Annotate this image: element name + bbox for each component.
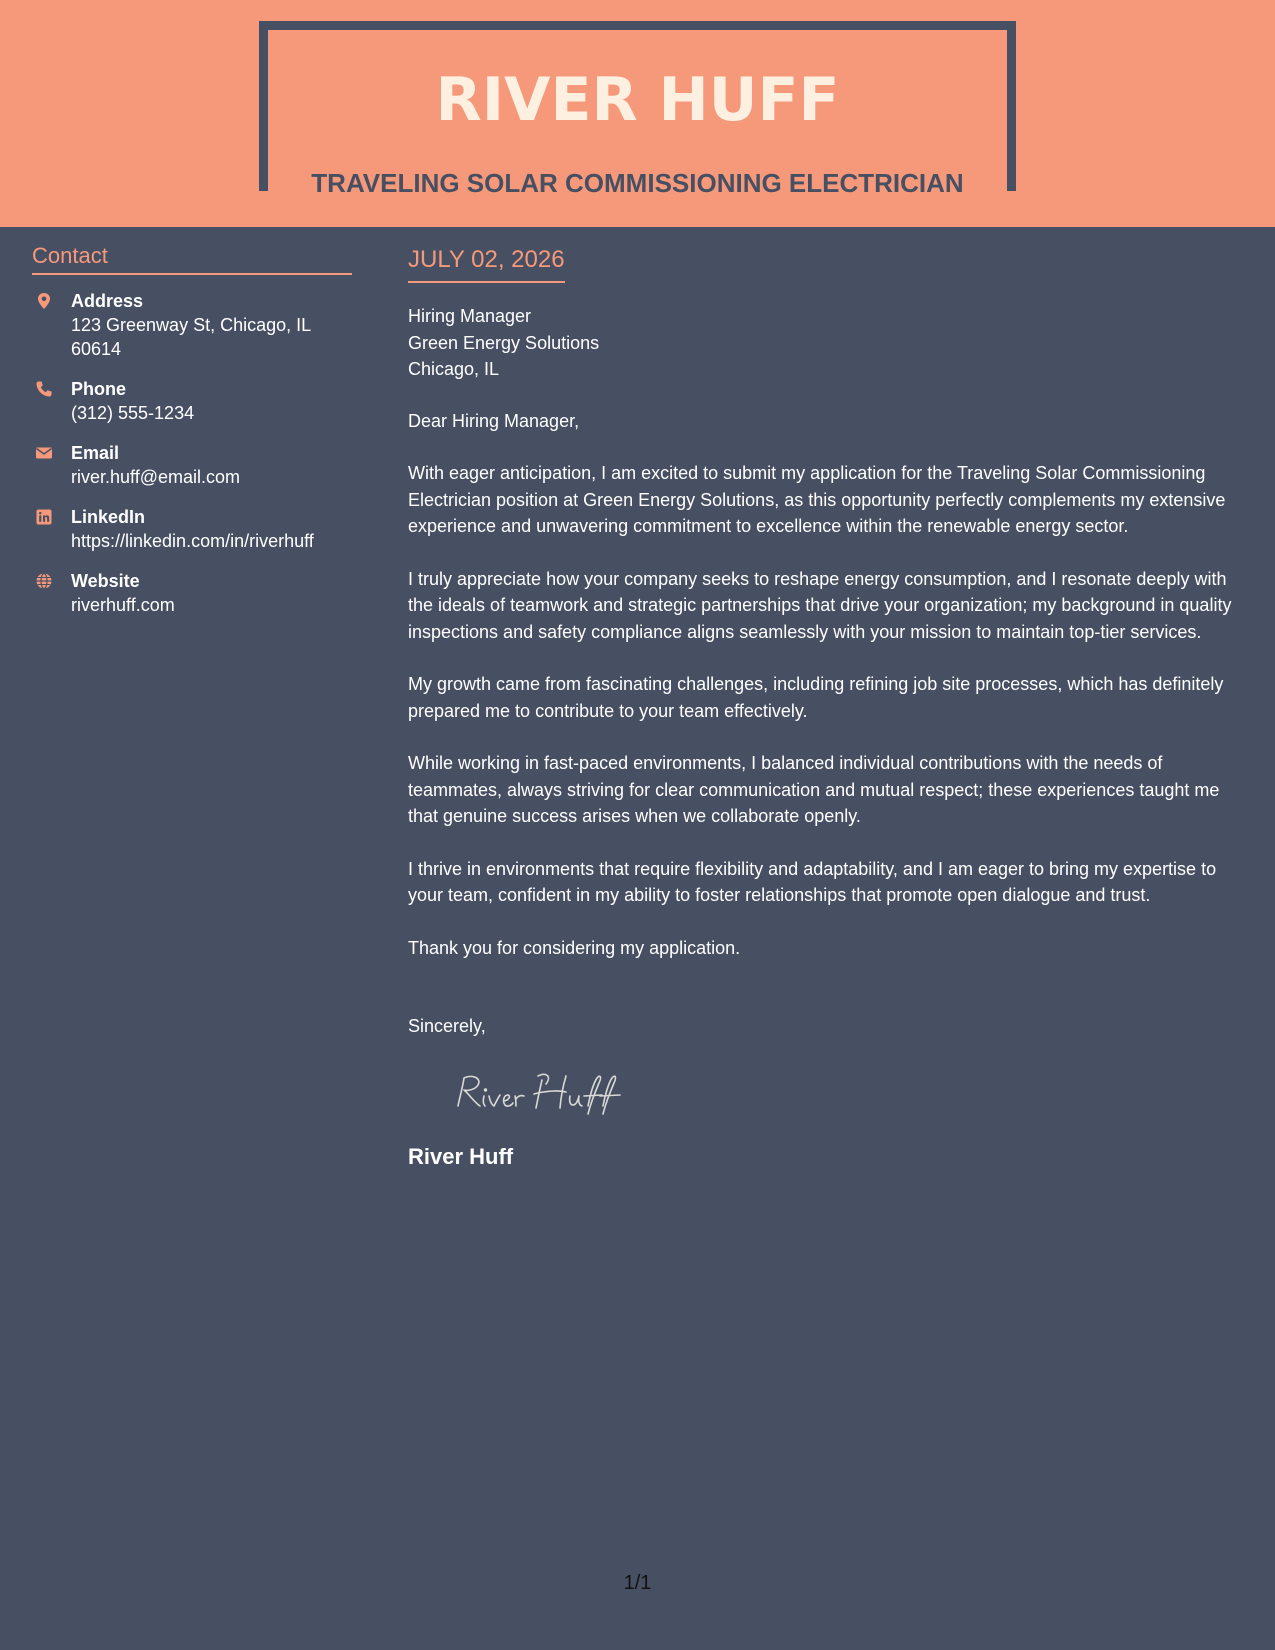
contact-label-address: Address [71,291,144,311]
body-paragraph: With eager anticipation, I am excited to submit my application for the Traveling Solar Commissioning Electrician position at Green Energy Solutions, as this opportunity perfectly complements my extensive experience and unwavering commitment to excellence within the renewable energy sector. [408,463,1226,536]
recipient-company: Green Energy Solutions [408,332,600,353]
salutation: Dear Hiring Manager, [408,410,580,431]
closing: Sincerely, [408,1016,486,1036]
contact-value-linkedin: https://linkedin.com/in/riverhuff [71,531,314,551]
contact-value-address-line1: 123 Greenway St, Chicago, IL [71,315,312,335]
contact-heading: Contact [32,242,352,275]
phone-icon [35,380,53,398]
contact-label-linkedin: LinkedIn [71,507,146,527]
recipient-block [408,303,1253,383]
contact-value-email: river.huff@email.com [71,467,240,487]
body-paragraph: I truly appreciate how your company seeks to reshape energy consumption, and I resonate deeply with the ideals of teamwork and strategic partnerships that drive your organization; my background in quality inspections and safety compliance aligns seamlessly with your mission to maintain top-tier services. [408,568,1232,642]
applicant-name: RIVER HUFF [435,65,840,135]
recipient-location: Chicago, IL [408,359,500,379]
body-paragraph: My growth came from fascinating challenges, including refining job site processes, which has definitely prepared me to contribute to your team effectively. [408,674,1224,721]
handwritten-signature [450,1066,640,1118]
location-pin-icon [35,292,53,310]
envelope-icon [35,444,53,462]
header-frame-top [259,21,1016,30]
contact-label-phone: Phone [71,379,127,399]
contact-value-address-line2: 60614 [71,339,122,359]
signer-name: River Huff [408,1143,514,1169]
letter-body [408,245,1253,1171]
contact-item-email [32,441,352,489]
recipient-title: Hiring Manager [408,306,532,326]
header-banner [0,0,1275,227]
contact-label-website: Website [71,571,140,591]
body-paragraph: Thank you for considering my application. [408,937,741,958]
linkedin-icon [35,508,53,526]
page-number: 1/1 [623,1572,652,1594]
globe-icon [35,572,53,590]
contact-item-linkedin [32,505,352,553]
contact-item-website [32,569,352,617]
contact-value-phone: (312) 555-1234 [71,403,195,423]
contact-item-address [32,289,352,361]
job-title: TRAVELING SOLAR COMMISSIONING ELECTRICIAN [311,168,964,198]
body-paragraph: I thrive in environments that require flexibility and adaptability, and I am eager to bring my expertise to your team, confident in my ability to foster relationships that promote open dialogue and trust. [408,858,1217,905]
contact-sidebar [32,242,352,617]
contact-item-phone [32,377,352,425]
contact-value-website: riverhuff.com [71,595,175,615]
contact-label-email: Email [71,443,120,463]
body-paragraph: While working in fast-paced environments, I balanced individual contributions with the needs of teammates, always striving for clear communication and mutual respect; these experiences taught me that genuine success arises when we collaborate openly. [408,753,1220,826]
letter-date: JULY 02, 2026 [408,245,565,283]
